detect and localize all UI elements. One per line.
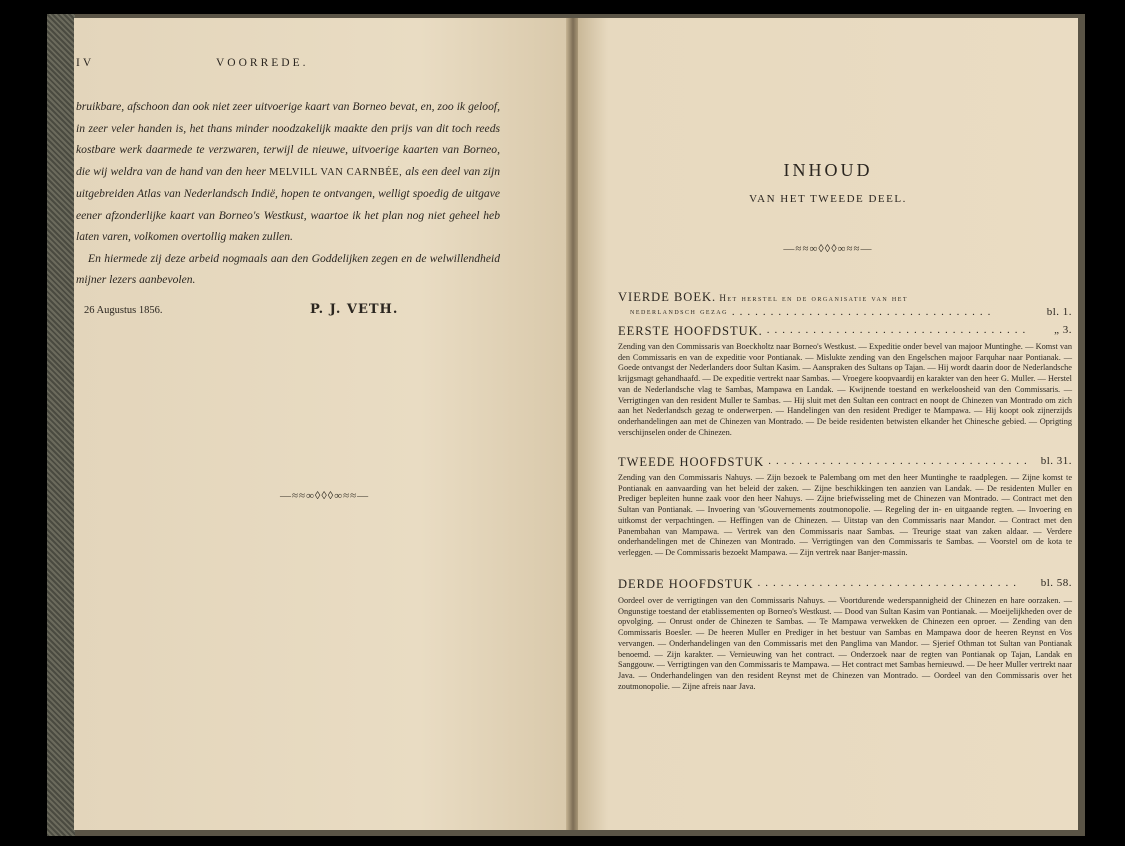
leader-dots: ..................................	[766, 324, 1031, 336]
leader-dots: ..................................	[768, 455, 1032, 467]
toc-entry-book	[618, 306, 1072, 318]
ornament-divider: —≈≈∞◊◊◊∞≈≈—	[783, 243, 873, 255]
chapter-title: TWEEDE HOOFDSTUK	[618, 455, 765, 469]
chapter-summary: Zending van den Commissaris Nahuys. — Zijn bezoek te Palembang om met den heer Muntinghe te raadplegen. — Zijne komst te Pontianak en aanvaarding van het beleid der zaken. — Zijne beschikkingen ten aanzien van Landak. — De residenten Muller en Prediger bepleiten hunne zaak voor den heer Nahuys. — Zijne briefwisseling met de Chinezen van Montrado. — Contract met den Sultan van Pontianak. — Invoering van 'sGouvernements zoutmonopolie. — Regeling der in- en uitgaande regten. — Invoering en uitkomst der verpachtingen. — Heffingen van de Chinezen. — Uitstap van den Commissaris naar Mandor. — Contract met den Panembahan van Mampawa. — Vertrek van den Commissaris naar Sambas. — Treurige staat van zaken aldaar. — Verdere onderhandelingen met de Chinezen van Montrado. — Verrigtingen van den Commissaris te Sambas. — Voorstel om de kota te verleggen. — De Commissaris bezoekt Mampawa. — Zijn vertrek naar Banjer-massin.	[618, 473, 1072, 557]
toc-page: bl. 31.	[1040, 455, 1072, 467]
toc-page: bl. 58.	[1040, 577, 1072, 589]
contents-subtitle: VAN HET TWEEDE DEEL.	[749, 193, 907, 205]
book-subtitle: Het herstel en de organisatie van het	[719, 293, 909, 303]
contents-title: INHOUD	[783, 160, 873, 180]
toc-page: bl. 1.	[1046, 306, 1072, 318]
preface-text	[76, 96, 500, 291]
preface-paragraph-1	[76, 96, 500, 248]
person-name: MELVILL VAN CARNBÉE,	[269, 166, 403, 178]
toc-page: „ 3.	[1054, 324, 1072, 336]
page-number: IV	[76, 57, 95, 69]
toc-entry-chapter-1	[618, 324, 1072, 339]
book-subtitle-cont: nederlandsch gezag	[630, 306, 728, 316]
chapter-summary: Zending van den Commissaris van Boeckholtz naar Borneo's Westkust. — Expeditie onder bevel van majoor Muntinghe. — Komst van den Commissaris en van de expeditie voor Pontianak. — Mislukte zending van den Engelschen majoor Farquhar naar Pontianak. — Goede ontvangst der Nederlanders door Sultan Kasim. — Aanspraken des Sultans op Tajan. — Hij wordt daarin door de Nederlandsche krijgsmagt gehandhaafd. — De expeditie vertrekt naar Sambas. — Vroegere koopvaardij en karakter van den heer G. Muller. — Herstel van de Nederlandsche vlag te Sambas, Mampawa en Landak. — Kwijnende toestand en werkeloosheid van den Commissaris. — Verrigtingen van den resident Muller te Sambas. — Hij sluit met den Sultan een contract en noopt de Chinezen van Montrado om zich aan het Nederlandsch gezag te onderwerpen. — Handelingen van den resident Prediger te Mampawa. — Hij koopt ook zijnerzijds onderhandelingen aan met de Chinezen van Montrado. — De beide residenten betwisten elkander het Chinesche gebied. — Oprigting verschijnselen onder de Chinezen.	[618, 342, 1072, 437]
chapter-summary: Oordeel over de verrigtingen van den Commissaris Nahuys. — Voortdurende wederspannigheid der Chinezen en hare oorzaken. — Ongunstige toestand der etablissementen op Borneo's Westkust. — Dood van Sultan Kasim van Pontianak. — Moeijelijkheden over de opvolging. — Onrust onder de Chinezen te Sambas. — Te Mampawa verwekken de Chinezen een oproer. — Zending van den Commissaris Boesler. — De heeren Muller en Prediger in het bestuur van Sambas en Mampawa door de heeren Reynst en Vos vervangen. — Onderhandelingen van den Commissaris met den Panglima van Mandor. — Sjerief Othman tot Sultan van Pontianak benoemd. — Zijn karakter. — Vernieuwing van het contract. — Onderzoek naar de regten van Pontianak op Tajan, Landak en Sanggouw. — Verrigtingen van den Commissaris te Mampawa. — Het contract met Sambas hernieuwd. — De heer Muller vertrekt naar Java. — Onderhandelingen van den resident Reynst met de Chinezen van Montrado. — Oordeel van den Commissaris over het zoutmonopolie. — Zijne afreis naar Java.	[618, 596, 1072, 691]
chapter-title: EERSTE HOOFDSTUK.	[618, 324, 763, 338]
ornament-divider: —≈≈∞◊◊◊∞≈≈—	[280, 490, 370, 502]
toc-entry-chapter-2	[618, 455, 1072, 470]
leader-dots: ..................................	[731, 306, 996, 318]
toc-entry-chapter-3	[618, 577, 1072, 592]
preface-text-part: als een deel van zijn uitgebreiden Atlas van Nederlandsch Indië, hopen te ontvangen, welligt spoedig de uitgave eener afzonderlijke kaart van Borneo's Westkust, waartoe ik het plan nog niet geheel heb laten varen, volkomen overtollig maken zullen.	[76, 164, 501, 243]
chapter-title: DERDE HOOFDSTUK	[618, 577, 754, 591]
leader-dots: ..................................	[757, 577, 1021, 589]
book-heading	[618, 290, 1072, 305]
book-title: VIERDE BOEK.	[618, 290, 717, 304]
running-head: VOORREDE.	[216, 57, 309, 69]
author-signature: P. J. VETH.	[310, 302, 399, 317]
book-spine	[47, 14, 75, 836]
preface-paragraph-2: En hiermede zij deze arbeid nogmaals aan den Goddelijken zegen en de welwillendheid mijner lezers aanbevolen.	[76, 251, 500, 286]
preface-text-part: bruikbare, afschoon dan ook niet zeer uitvoerige kaart van Borneo bevat, en, zoo ik geloof, in zeer veler handen is, het thans minder noodzakelijk maakte den prijs van dit toch reeds kostbare werk daarmede te verzwaren, terwijl de nieuwe, uitvoerige kaarten van Borneo, die wij weldra van de hand van den heer	[76, 100, 500, 178]
preface-date: 26 Augustus 1856.	[84, 305, 163, 316]
